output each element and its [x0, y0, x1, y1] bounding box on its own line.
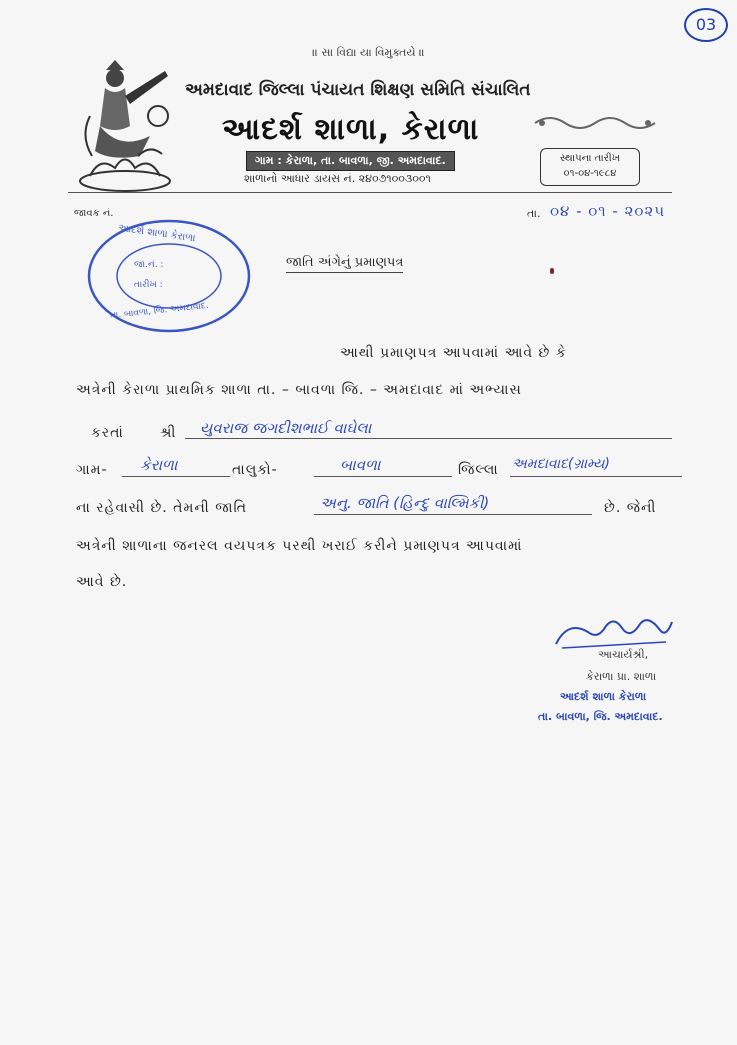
- established-box: [540, 148, 640, 186]
- village-label: ગામ-: [76, 462, 108, 478]
- established-date: ૦૧-૦૪-૧૯૮૪: [563, 168, 617, 179]
- taluka-line: [314, 460, 452, 477]
- district-value: અમદાવાદ(ગ્રામ્ય): [512, 456, 610, 472]
- signature-stamp-line1: આદર્શ શાળા કેરાળા: [560, 690, 647, 703]
- signature-stamp-line2: તા. બાવળા, જિ. અમદાવાદ.: [538, 710, 663, 723]
- established-label: સ્થાપના તારીખ: [560, 153, 620, 164]
- header-subtitle: અમદાવાદ જિલ્લા પંચાયત શિક્ષણ સમિતિ સંચાલિત: [185, 80, 531, 100]
- stamp-line2: તારીખ :: [134, 280, 163, 290]
- district-label: જિલ્લા: [458, 462, 499, 478]
- village-value: કેરાળા: [140, 456, 178, 474]
- motto: ॥ સા વિદ્યા યા વિમુક્તયે ॥: [312, 46, 425, 59]
- school-name: આદર્શ શાળા, કેરાળા: [222, 112, 480, 147]
- certificate-subject: જાતિ અંગેનું પ્રમાણપત્ર: [286, 255, 403, 273]
- signature-title: આચાર્યશ્રી,: [598, 648, 649, 661]
- stamp-line1: જા.નં. :: [134, 260, 164, 270]
- signature-school: કેરાળા પ્રા. શાળા: [586, 670, 657, 683]
- saraswati-logo: [70, 56, 180, 196]
- school-stamp: [86, 218, 252, 334]
- taluka-label: તાલુકો-: [232, 462, 278, 478]
- address-banner: ગામ : કેરાળા, તા. બાવળા, જી. અમદાવાદ.: [246, 151, 455, 171]
- taluka-value: બાવળા: [340, 456, 381, 474]
- cert-line3-shri: શ્રી: [160, 425, 177, 441]
- cert-line1: આથી પ્રમાણપત્ર આપવામાં આવે છે કે: [340, 345, 567, 361]
- outward-number-label: જાવક નં.: [74, 208, 114, 219]
- cert-line2: અત્રેની કેરાળા પ્રાથમિક શાળા તા. – બાવળા જિ. – અમદાવાદ માં અભ્યાસ: [76, 382, 522, 398]
- resident-text: ના રહેવાસી છે. તેમની જાતિ: [76, 500, 247, 516]
- date-label: તા.: [527, 207, 541, 220]
- caste-value: અનુ. જાતિ (હિન્દુ વાલ્મિકી): [320, 494, 490, 512]
- header-divider: [68, 192, 672, 193]
- page-number: 03: [684, 8, 728, 42]
- ink-mark: [550, 268, 554, 274]
- stamp-bottom-text: તા. બાવળા, જિ. અમદાવાદ.: [109, 300, 210, 322]
- cert-line7: આવે છે.: [76, 574, 128, 590]
- stamp-top-text: આદર્શ શાળા કેરાળા: [117, 222, 197, 245]
- dise-code: શાળાનો આધાર ડાયસ નં. ૨૪૦૭૧૦૦૩૦૦૧: [244, 172, 431, 185]
- cert-line6: અત્રેની શાળાના જનરલ વયપત્રક પરથી ખરાઈ કરીને પ્રમાણપત્ર આપવામાં: [76, 538, 523, 554]
- cert-line3-prefix: કરતાં: [91, 425, 124, 441]
- date-value: ૦૪ - ૦૧ - ૨૦૨૫: [550, 202, 666, 220]
- caste-suffix: છે. જેની: [604, 500, 657, 516]
- student-name: યુવરાજ જગદીશભાઈ વાઘેલા: [200, 419, 372, 437]
- flourish-ornament: [530, 108, 660, 138]
